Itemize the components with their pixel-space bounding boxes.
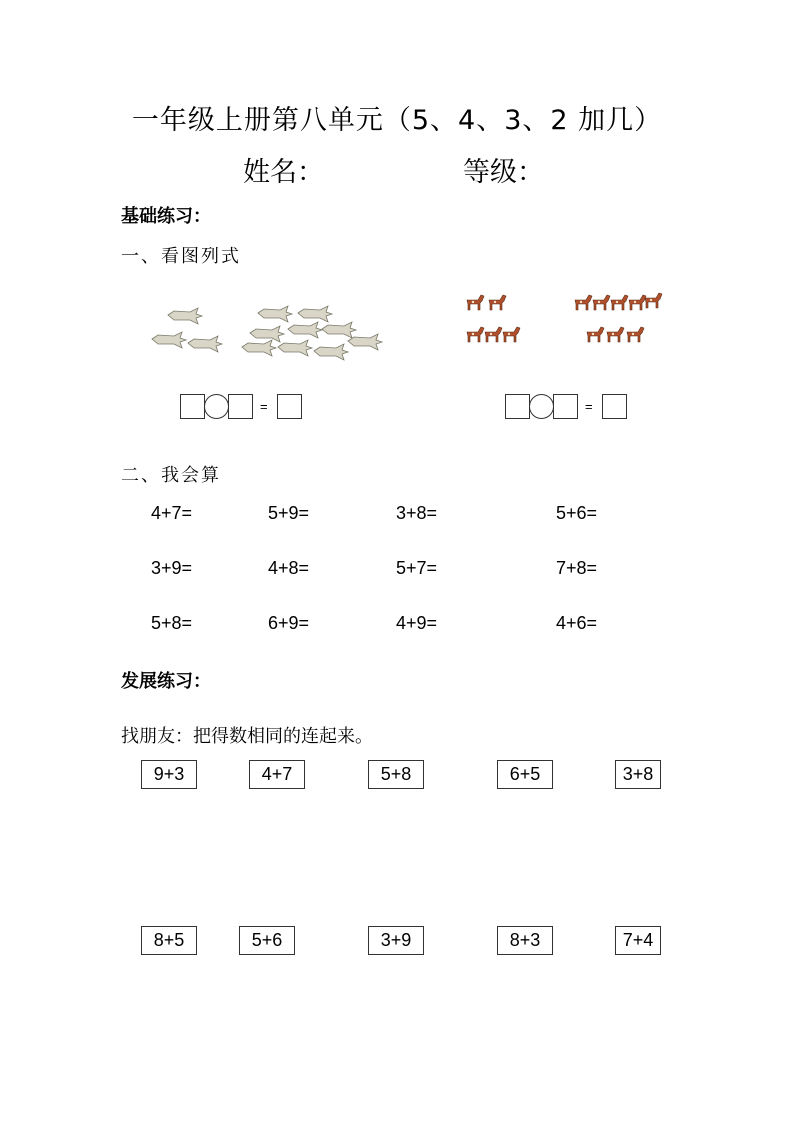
plane-icon [168,308,202,324]
plane-icon [152,332,186,348]
match-card-bottom[interactable]: 5+6 [239,926,295,955]
calc-item: 5+8= [151,613,193,633]
match-card-bottom[interactable]: 3+9 [368,926,424,955]
calc-item: 3+9= [151,558,193,578]
plane-icon [298,306,332,322]
part2-heading: 二、我会算 [121,465,221,486]
deer-illustration [462,288,662,358]
calc-item: 5+7= [396,558,438,578]
match-card-top[interactable]: 5+8 [368,760,424,789]
match-card-bottom[interactable]: 7+4 [615,926,661,955]
deer-icon [467,327,484,342]
develop-section-heading: 发展练习： [121,671,211,692]
deer-icon [467,295,484,310]
basic-section-heading: 基础练习： [121,206,211,227]
deer-icon [485,327,502,342]
part1-heading: 一、看图列式 [121,246,241,267]
planes-illustration [150,298,370,363]
calc-item: 6+9= [268,613,310,633]
calc-item: 4+6= [556,613,598,633]
calc-item: 3+8= [396,503,438,523]
match-card-bottom[interactable]: 8+5 [141,926,197,955]
plane-icon [250,326,284,342]
left-result-box[interactable] [277,394,302,419]
deer-icon [607,327,624,342]
plane-icon [348,334,382,350]
calc-item: 4+8= [268,558,310,578]
plane-icon [242,340,276,356]
right-addend-box-1[interactable] [505,394,530,419]
match-card-top[interactable]: 9+3 [141,760,197,789]
plane-icon [288,322,322,338]
name-label: 姓名： [243,157,324,188]
left-addend-box-2[interactable] [228,394,253,419]
grade-label: 等级： [463,157,544,188]
plane-icon [314,344,348,360]
plane-icon [188,336,222,352]
match-card-top[interactable]: 3+8 [615,760,661,789]
deer-icon [627,327,644,342]
right-equals-sign: = [585,399,593,414]
calc-item: 4+7= [151,503,193,523]
plane-icon [258,306,292,322]
deer-icon [587,327,604,342]
deer-icon [611,295,628,310]
calc-item: 5+6= [556,503,598,523]
deer-icon [489,295,506,310]
left-addend-box-1[interactable] [180,394,205,419]
worksheet-title: 一年级上册第八单元（5、4、3、2 加几） [131,105,663,136]
matching-instruction: 找朋友：把得数相同的连起来。 [121,726,373,747]
right-result-box[interactable] [602,394,627,419]
calc-item: 4+9= [396,613,438,633]
deer-icon [629,295,646,310]
deer-icon [645,293,662,308]
deer-icon [593,295,610,310]
right-operator-circle[interactable] [529,394,554,419]
deer-icon [575,295,592,310]
calc-item: 7+8= [556,558,598,578]
left-equals-sign: = [260,399,268,414]
left-operator-circle[interactable] [204,394,229,419]
match-card-bottom[interactable]: 8+3 [497,926,553,955]
match-card-top[interactable]: 4+7 [249,760,305,789]
plane-icon [322,322,356,338]
deer-icon [503,327,520,342]
match-card-top[interactable]: 6+5 [497,760,553,789]
right-addend-box-2[interactable] [553,394,578,419]
calc-item: 5+9= [268,503,310,523]
plane-icon [278,340,312,356]
